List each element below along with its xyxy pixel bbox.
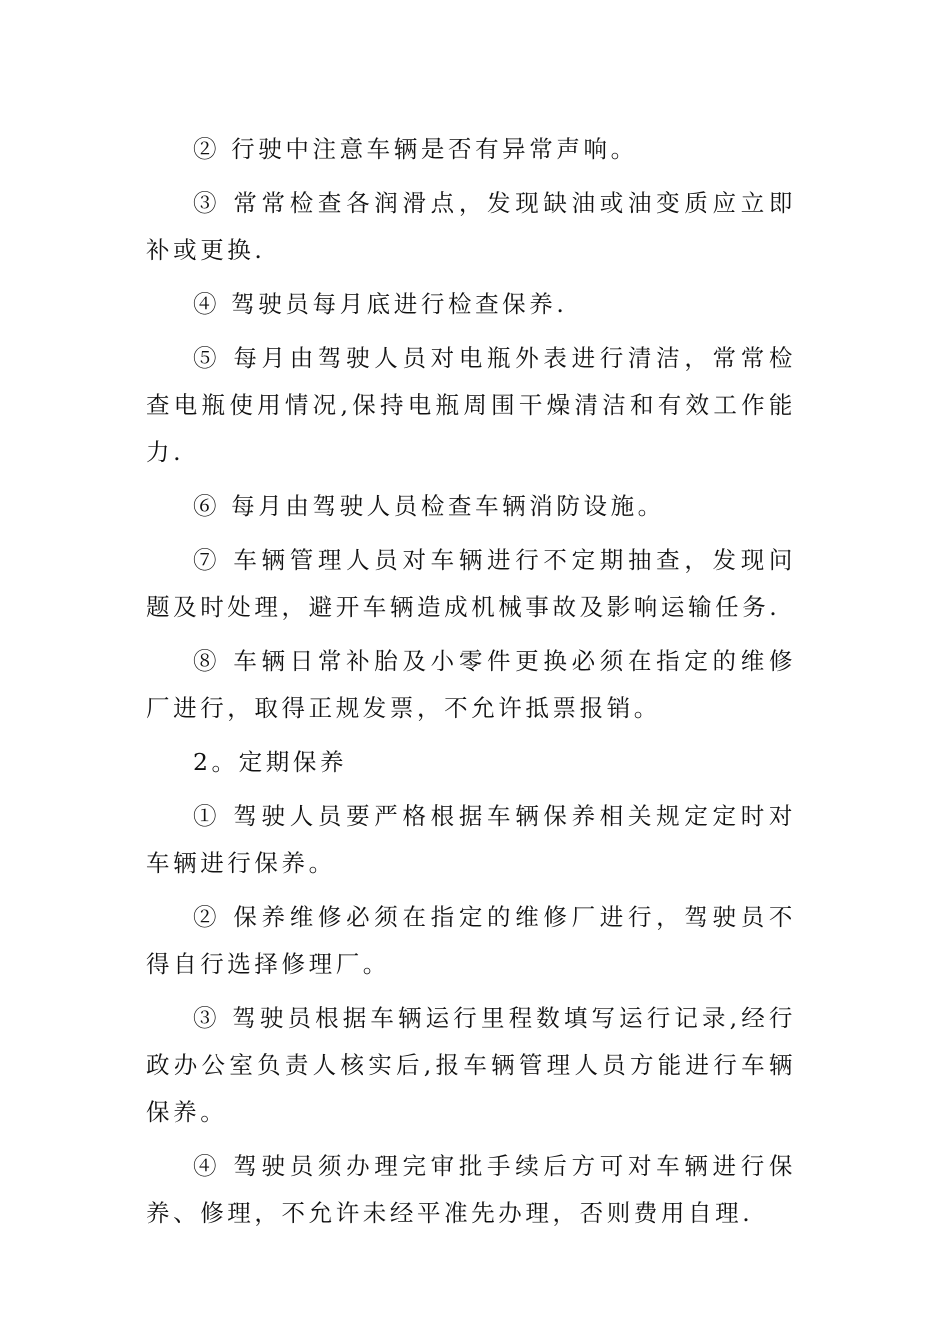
paragraph-item-2: ② 行驶中注意车辆是否有异常声响。: [193, 135, 638, 163]
paragraph-item-2-periodic: ② 保养维修必须在指定的维修厂进行，驾驶员不得自行选择修理厂。: [146, 903, 796, 978]
paragraph-item-1-periodic: ① 驾驶人员要严格根据车辆保养相关规定定时对车辆进行保养。: [146, 802, 796, 877]
section-heading-periodic-maintenance: 2。定期保养: [193, 748, 348, 776]
paragraph-item-3-periodic: ③ 驾驶员根据车辆运行里程数填写运行记录,经行政办公室负责人核实后,报车辆管理人员方能进行车辆保养。: [146, 1004, 796, 1126]
paragraph-item-8: ⑧ 车辆日常补胎及小零件更换必须在指定的维修厂进行，取得正规发票，不允许抵票报销。: [146, 647, 796, 722]
paragraph-item-3: ③ 常常检查各润滑点，发现缺油或油变质应立即补或更换.: [146, 189, 796, 264]
paragraph-item-4: ④ 驾驶员每月底进行检查保养.: [193, 290, 568, 318]
document-body: [146, 126, 796, 1244]
paragraph-item-4-periodic: ④ 驾驶员须办理完审批手续后方可对车辆进行保养、修理，不允许未经平准先办理，否则费用自理.: [146, 1152, 796, 1227]
paragraph-item-6: ⑥ 每月由驾驶人员检查车辆消防设施。: [193, 492, 665, 520]
paragraph-item-7: ⑦ 车辆管理人员对车辆进行不定期抽查，发现问题及时处理，避开车辆造成机械事故及影响运输任务.: [146, 546, 796, 621]
paragraph-item-5: ⑤ 每月由驾驶人员对电瓶外表进行清洁，常常检查电瓶使用情况,保持电瓶周围干燥清洁和有效工作能力.: [146, 344, 796, 466]
